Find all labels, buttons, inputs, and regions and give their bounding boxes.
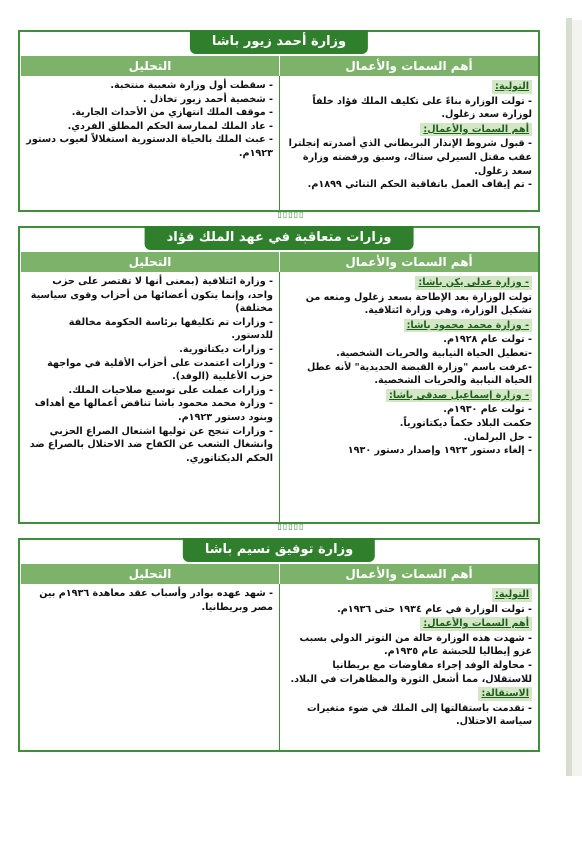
- text-line: - تولت الوزارة بناءً على تكليف الملك فؤاد خلفاً لوزارة سعد زغلول.: [312, 95, 532, 121]
- text-line: - وزارات ديكتاتورية.: [179, 343, 273, 355]
- text-line: - شخصية أحمد زيور تخاذل .: [142, 93, 273, 105]
- text-line: - سقطت أول وزارة شعبية منتخبة.: [110, 80, 273, 91]
- text-line: - عاد الملك لممارسة الحكم المطلق الفردي.: [67, 120, 273, 132]
- features-column: [279, 76, 538, 210]
- top-strip: [0, 0, 582, 20]
- text-line: حكمت البلاد حكماً ديكتاتورياً.: [399, 417, 532, 429]
- column-header-analysis: التحليل: [20, 56, 279, 76]
- features-column: [279, 584, 538, 750]
- column-headers: [20, 252, 538, 272]
- column-headers: [20, 564, 538, 584]
- section-title: وزارة توفيق نسيم باشا: [183, 538, 375, 562]
- decorative-divider: ▯▯▯▯▯: [277, 210, 305, 219]
- section-title: وزارات متعاقبة في عهد الملك فؤاد: [145, 226, 414, 250]
- section-ahmed-ziwar: [18, 30, 540, 212]
- text-line: - تقدمت باستقالتها إلى الملك في ضوء متغيرات سياسة الاحتلال.: [306, 702, 532, 728]
- analysis-column: [20, 272, 279, 522]
- decorative-divider: ▯▯▯▯▯: [277, 522, 305, 531]
- subheading: - وزارة محمد محمود باشا:: [404, 319, 532, 333]
- column-header-features: أهم السمات والأعمال: [279, 564, 538, 584]
- text-line: تولت الوزارة بعد الإطاحة بسعد زغلول ومنعه من تشكيل الوزارة، وهي وزارة ائتلافية.: [305, 291, 532, 317]
- column-headers: [20, 56, 538, 76]
- page-bottom-margin: [0, 776, 582, 864]
- text-line: - حل البرلمان.: [463, 431, 532, 443]
- section-columns: [20, 76, 538, 210]
- features-column: [279, 272, 538, 522]
- subheading: - وزارة إسماعيل صدقي باشا:: [386, 389, 532, 403]
- text-line: - وزارة ائتلافية (بمعنى أنها لا تقتصر على حزب واحد، وإنما يتكون أعضائها من أحزاب وقوى سياسية مختلفة): [30, 276, 273, 315]
- section-columns: [20, 272, 538, 522]
- text-line: -تعطيل الحياة النيابية والحريات الشخصية.: [336, 347, 532, 359]
- section-tawfiq-nasim: [18, 538, 540, 752]
- analysis-column: [20, 76, 279, 210]
- subheading: التولية:: [492, 80, 532, 94]
- analysis-column: [20, 584, 279, 750]
- text-line: - وزارة محمد محمود باشا تناقض أعمالها مع أهداف وبنود دستور ١٩٢٣م.: [34, 398, 273, 423]
- text-line: - تولت عام ١٩٢٨م.: [443, 334, 532, 346]
- column-header-features: أهم السمات والأعمال: [279, 252, 538, 272]
- text-line: - إلغاء دستور ١٩٢٣ وإصدار دستور ١٩٣٠: [347, 445, 532, 457]
- subheading: الاستقالة:: [478, 687, 532, 701]
- text-line: - وزارات تم تكليفها برئاسة الحكومة مخالفة للدستور.: [68, 316, 273, 342]
- text-line: - موقف الملك انتهازي من الأحداث الجارية.: [71, 107, 273, 119]
- text-line: - وزارات تنجح عن توليها اشتعال الصراع الحزبي وانشغال الشعب عن الكفاح ضد الاحتلال بالصراع ضد الحكم الديكتاتوري.: [29, 425, 273, 464]
- text-line: - وزارات عملت على توسيع صلاحيات الملك.: [68, 384, 273, 396]
- text-line: - قبول شروط الإنذار البريطاني الذي أصدرته إنجلترا عقب مقتل السيرلي ستاك، وسبق ورفضته وزارة سعد زغلول.: [288, 138, 532, 177]
- text-line: - وزارات اعتمدت على أحزاب الأقلية في مواجهة حزب الأغلبية (الوفد).: [47, 357, 273, 383]
- text-line: - شهد عهده بوادر وأسباب عقد معاهدة ١٩٣٦م بين مصر وبريطانيا.: [39, 588, 273, 613]
- subheading: التولية:: [492, 588, 532, 602]
- section-columns: [20, 584, 538, 750]
- column-header-analysis: التحليل: [20, 252, 279, 272]
- text-line: - عبث الملك بالحياة الدستورية استغلالاً لعيوب دستور ١٩٢٣م.: [26, 134, 273, 159]
- subheading: - وزارة عدلي يكن باشا:: [415, 276, 532, 290]
- section-title: وزارة أحمد زيور باشا: [190, 30, 368, 54]
- text-line: - شهدت هذه الوزارة حالة من التوتر الدولي بسبب غزو إيطاليا للحبشة عام ١٩٣٥م.: [299, 632, 532, 658]
- text-line: - تولت عام ١٩٣٠م.: [443, 404, 532, 416]
- subheading: أهم السمات والأعمال:: [420, 123, 532, 137]
- column-header-analysis: التحليل: [20, 564, 279, 584]
- text-line: -عرفت باسم "وزارة القبضة الحديدية" لأنه عطل الحياة النيابية والحريات الشخصية.: [306, 361, 532, 387]
- text-line: - محاولة الوفد إجراء مفاوضات مع بريطانيا للاستقلال، مما أشعل الثورة والمظاهرات في البلاد.: [290, 659, 532, 685]
- section-successive-ministries: [18, 226, 540, 524]
- subheading: أهم السمات والأعمال:: [420, 617, 532, 631]
- column-header-features: أهم السمات والأعمال: [279, 56, 538, 76]
- text-line: - تم إيقاف العمل باتفاقية الحكم الثنائي ١٨٩٩م.: [307, 179, 532, 191]
- text-line: - تولت الوزارة في عام ١٩٣٤ حتى ١٩٣٦م.: [337, 603, 532, 615]
